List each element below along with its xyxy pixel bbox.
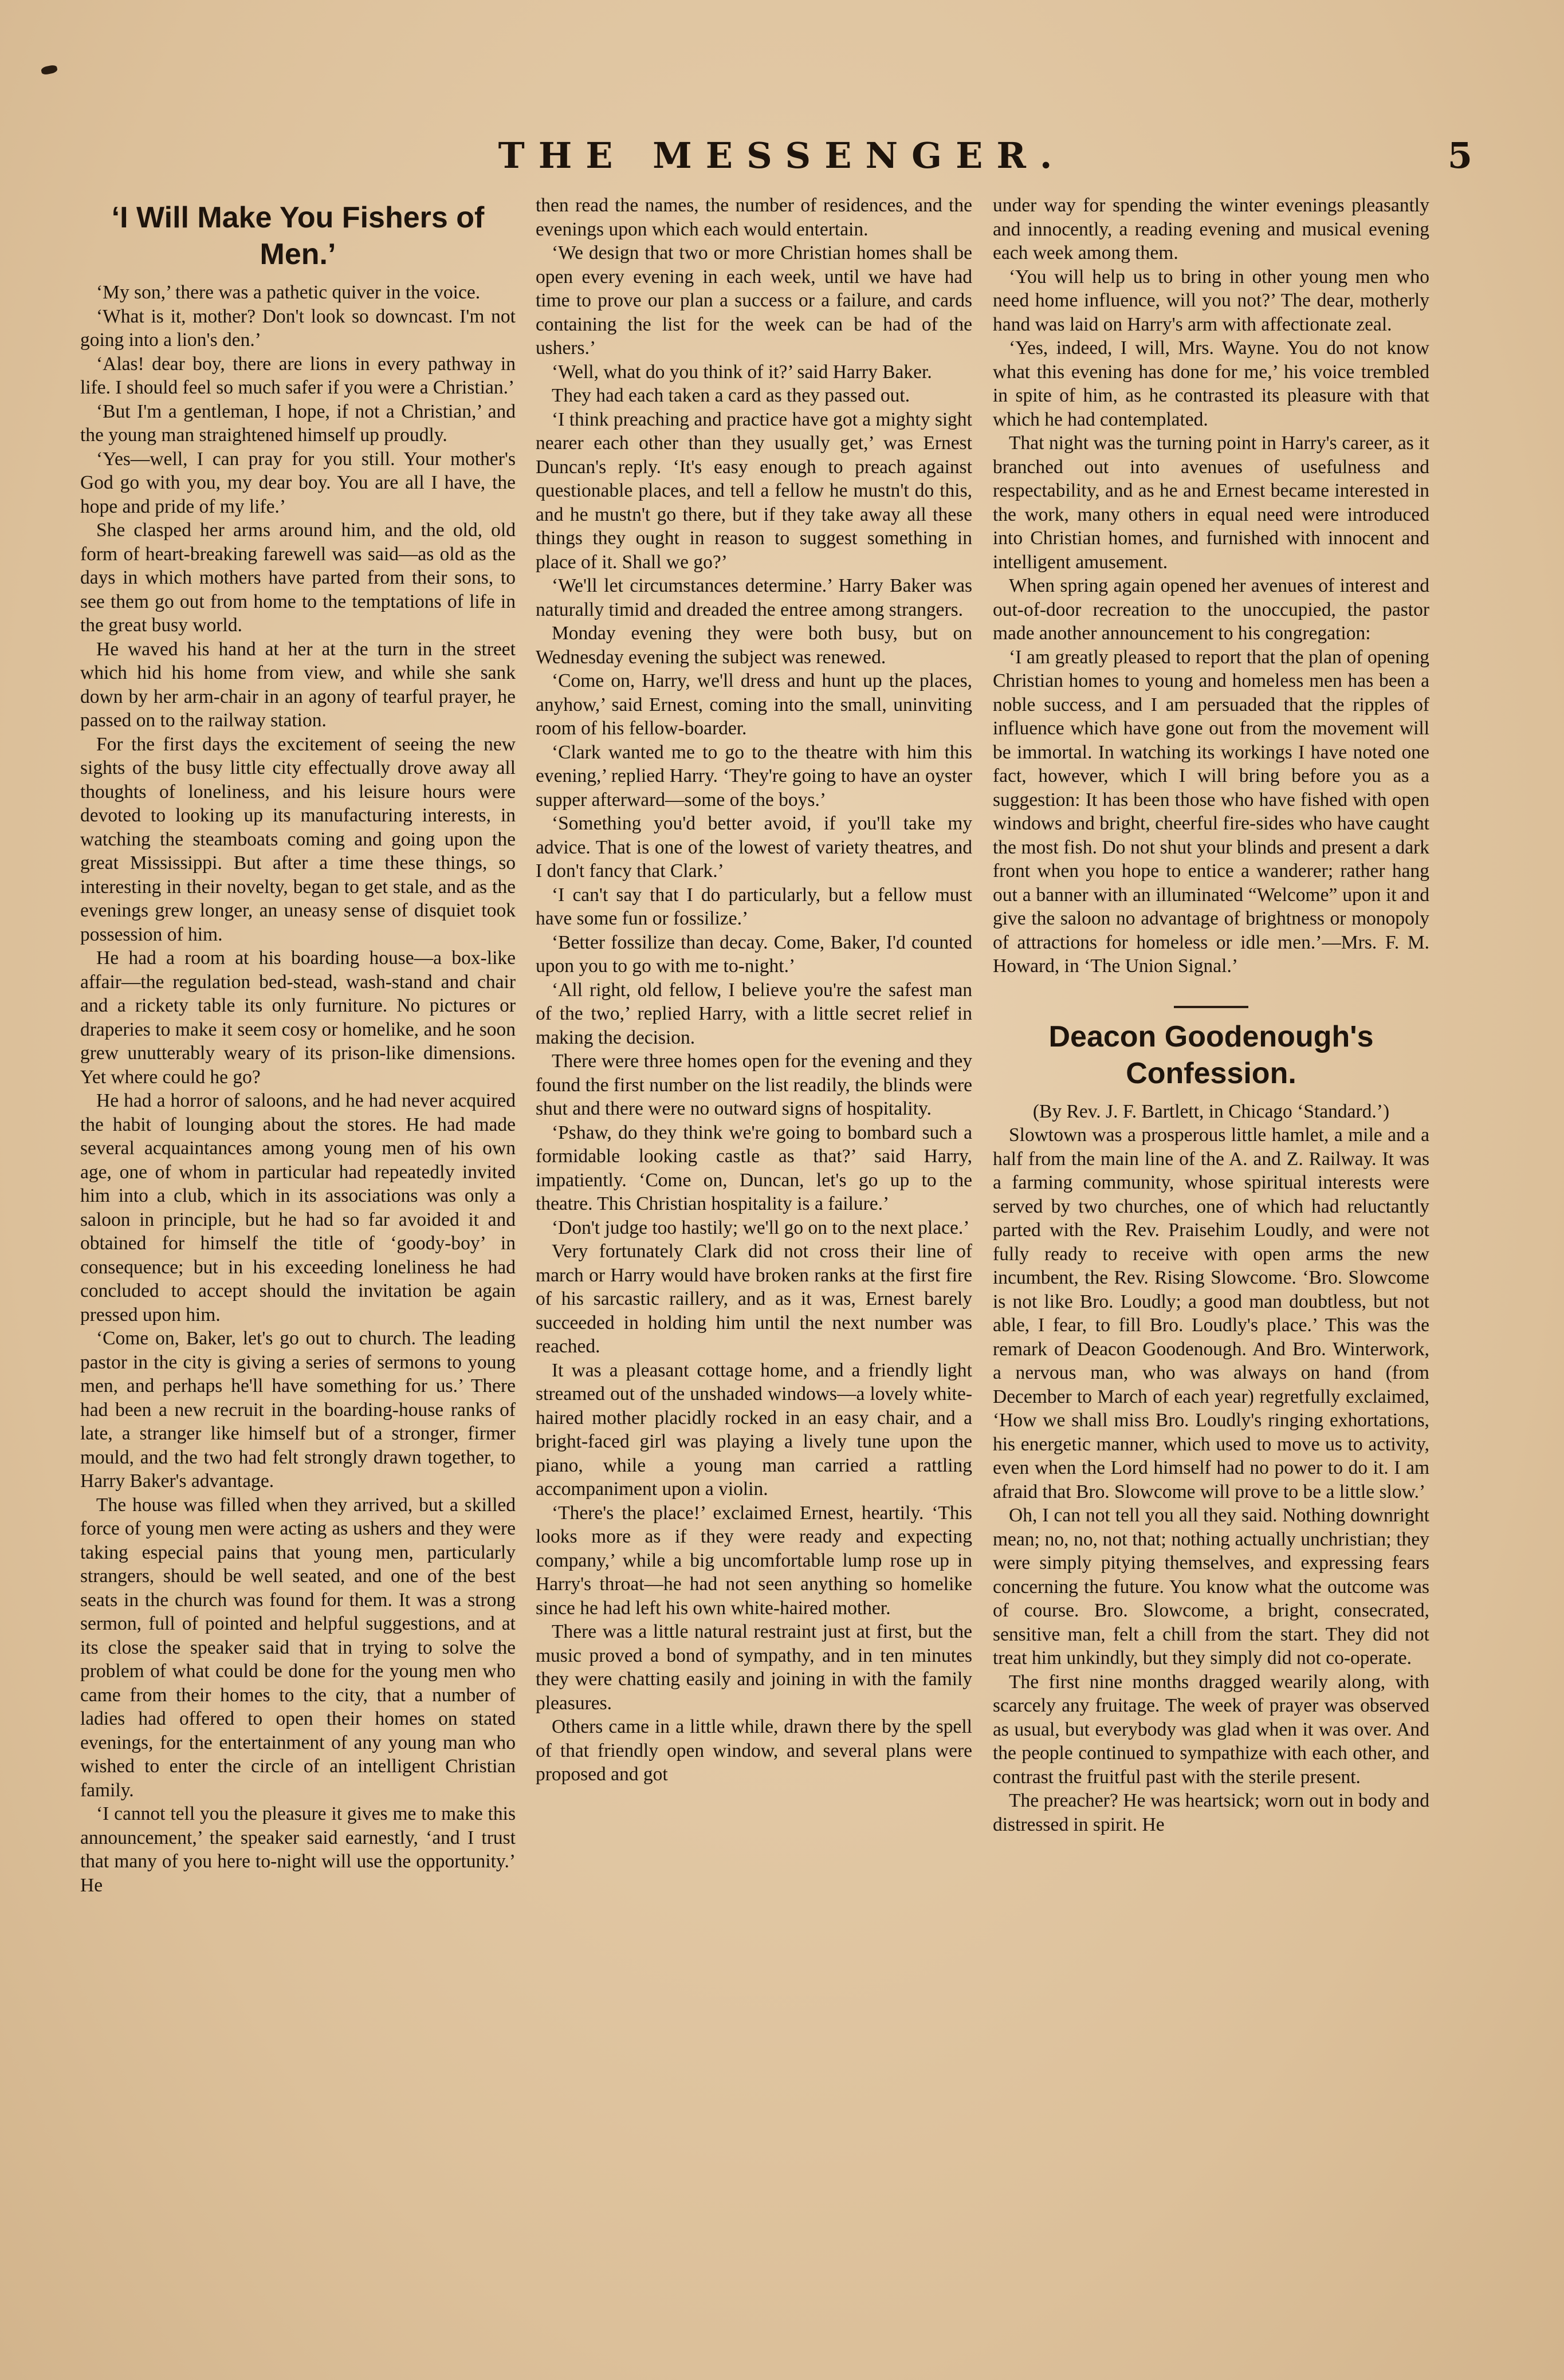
paragraph: ‘But I'm a gentleman, I hope, if not a Christian,’ and the young man straightened himself up proudly. — [80, 400, 516, 446]
paragraph: There were three homes open for the evening and they found the first number on the list readily, the blinds were shut and there were no outward signs of hospitality. — [536, 1051, 972, 1119]
paragraph: When spring again opened her avenues of interest and out-of-door recreation to the unoccupied, the pastor made another announcement to his congregation: — [993, 575, 1429, 644]
paragraph: ‘There's the place!’ exclaimed Ernest, heartily. ‘This looks more as if they were ready and expecting company,’ while a big uncomfortable lump rose up in Harry's throat—he had not seen anything so homelike since he had left his own white-haired mother. — [536, 1502, 972, 1619]
paragraph: ‘Well, what do you think of it?’ said Harry Baker. — [552, 361, 932, 383]
paragraph: ‘Alas! dear boy, there are lions in every pathway in life. I should feel so much safer if you were a Christian.’ — [80, 353, 516, 398]
paragraph: Oh, I can not tell you all they said. Nothing downright mean; no, no, not that; nothing actually unchristian; they were simply pitying themselves, and expressing fears concerning the future. You know what the outcome was of course. Bro. Slowcome, a bright, consecrated, sensitive man, felt a chill from the start. They did not treat him unkindly, but they simply did not co-operate. — [993, 1505, 1429, 1669]
paragraph: He had a horror of saloons, and he had never acquired the habit of lounging about the stores. He had made several acquaintances among young men of his own age, one of whom in particular had repeatedly invited him into a club, which in its associations was only a saloon in principle, but he had so far avoided it and obtained for himself the title of ‘goody-boy’ in consequence; but in his exceeding loneliness he had concluded to accept should the invitation be again pressed upon him. — [80, 1090, 516, 1325]
byline: (By Rev. J. F. Bartlett, in Chicago ‘Standard.’) — [1032, 1100, 1390, 1122]
paragraph: ‘Come on, Baker, let's go out to church. The leading pastor in the city is giving a series of sermons to young men, and perhaps he'll have something for us.’ There had been a new recruit in the boarding-house ranks of late, a stranger like himself but of a stronger, firmer mould, and the two had felt strongly drawn together, to Harry Baker's advantage. — [80, 1328, 516, 1492]
paragraph: The house was filled when they arrived, but a skilled force of young men were acting as ushers and they were taking especial pains that young men, particularly strangers, should be well seated, and one of the best seats in the church was found for them. It was a strong sermon, full of pointed and helpful suggestions, and at its close the speaker said that in trying to solve the problem of what could be done for the young men who came from their homes to the city, that a number of ladies had offered to open their homes on stated evenings, for the entertainment of any young man who wished to enter the circle of an intelligent Christian family. — [80, 1494, 516, 1801]
paragraph: They had each taken a card as they passed out. — [552, 385, 910, 406]
paragraph: ‘I cannot tell you the pleasure it gives me to make this announcement,’ the speaker said earnestly, ‘and I trust that many of you here to-night will use the opportunity.’ He — [80, 1803, 516, 1896]
paragraph: ‘Clark wanted me to go to the theatre with him this evening,’ replied Harry. ‘They're going to have an oyster supper afterward—some of the boys.’ — [536, 741, 972, 811]
paragraph: ‘I am greatly pleased to report that the plan of opening Christian homes to young and homeless men has been a noble success, and I am persuaded that the ripples of influence which have gone out from the movement will be immortal. In watching its workings I have noted one fact, however, which I will bring before you as a suggestion: It has been those who have fished with open windows and bright, cheerful fire-sides who have caught the most fish. Do not shut your blinds and present a dark front when you hope to entice a wanderer; rather hang out a banner with an illuminated “Welcome” upon it and give the saloon no advantage of brightness or monopoly of attractions for homeless or idle men.’—Mrs. F. M. Howard, in ‘The Union Signal.’ — [993, 646, 1429, 977]
paragraph: It was a pleasant cottage home, and a friendly light streamed out of the unshaded windows—a lovely white-haired mother placidly rocked in an easy chair, and a bright-faced girl was playing a lively tune upon the piano, while a young man carried a rattling accompaniment upon a violin. — [536, 1359, 972, 1500]
ink-blot — [41, 64, 58, 76]
section-divider — [1174, 1006, 1248, 1008]
paragraph: ‘Yes—well, I can pray for you still. Your mother's God go with you, my dear boy. You are all I have, the hope and pride of my life.’ — [80, 448, 516, 517]
paragraph: under way for spending the winter evenings pleasantly and innocently, a reading evening and musical evening each week among them. — [993, 195, 1429, 263]
paragraph: then read the names, the number of residences, and the evenings upon which each would entertain. — [536, 195, 972, 240]
paragraph: She clasped her arms around him, and the old, old form of heart-breaking farewell was said—as old as the days in which mothers have parted from their sons, to see them go out from home to the temptations of life in the great busy world. — [80, 520, 516, 636]
paragraph: That night was the turning point in Harry's career, as it branched out into avenues of usefulness and respectability, and as he and Ernest became interested in the work, many others in equal need were introduced into Christian homes, and furnished with innocent and intelligent amusement. — [993, 432, 1429, 573]
column-3 — [993, 194, 1429, 2347]
page-header — [80, 135, 1484, 186]
paragraph: Very fortunately Clark did not cross their line of march or Harry would have broken ranks at the first fire of his sarcastic raillery, and as it was, Ernest barely succeeded in holding him until the next number was reached. — [536, 1241, 972, 1357]
paragraph: ‘Pshaw, do they think we're going to bombard such a formidable looking castle as that?’ said Harry, impatiently. ‘Come on, Duncan, let's go up to the theatre. This Christian hospitality is a failure.’ — [536, 1122, 972, 1214]
article-title-deacon-goodenough: Deacon Goodenough's Confession. — [1048, 1020, 1374, 1090]
paragraph: ‘Better fossilize than decay. Come, Baker, I'd counted upon you to go with me to-night.’ — [536, 931, 972, 977]
masthead-title: THE MESSENGER. — [498, 135, 1066, 176]
paragraph: He had a room at his boarding house—a box-like affair—the regulation bed-stead, wash-stand and chair and a rickety table its only furniture. No pictures or draperies to make it seem cosy or homelike, and he soon grew unutterably weary of its prison-like dimensions. Yet where could he go? — [80, 947, 516, 1088]
paragraph: For the first days the excitement of seeing the new sights of the busy little city effectually drove away all thoughts of loneliness, and his leisure hours were devoted to looking up its manufacturing interests, in watching the steamboats coming and going upon the great Mississippi. But after a time these things, so interesting in their novelty, began to get stale, and as the evenings grew longer, an uneasy sense of disquiet took possession of him. — [80, 733, 516, 945]
paragraph: ‘We design that two or more Christian homes shall be open every evening in each week, until we have had time to prove our plan a success or a failure, and cards containing the list for the week can be had of the ushers.’ — [536, 242, 972, 359]
paragraph: The preacher? He was heartsick; worn out in body and distressed in spirit. He — [993, 1790, 1429, 1835]
paragraph: ‘I think preaching and practice have got a mighty sight nearer each other than they usually get,’ was Ernest Duncan's reply. ‘It's easy enough to preach against questionable places, and tell a fellow he mustn't do this, and he mustn't go there, but if they take away all these things they ought in reason to suggest something in place of it. Shall we go?’ — [536, 408, 972, 573]
paragraph: ‘We'll let circumstances determine.’ Harry Baker was naturally timid and dreaded the entree among strangers. — [536, 575, 972, 620]
paragraph: ‘I can't say that I do particularly, but a fellow must have some fun or fossilize.’ — [536, 884, 972, 929]
paragraph: Slowtown was a prosperous little hamlet, a mile and a half from the main line of the A. and Z. Railway. It was a farming community, whose spiritual interests were served by two churches, one of which had reluctantly parted with the Rev. Praisehim Loudly, and were not fully ready to receive with open arms the new incumbent, the Rev. Rising Slowcome. ‘Bro. Slowcome is not like Bro. Loudly; a good man doubtless, but not able, I fear, to fill Bro. Loudly's place.’ This was the remark of Deacon Goodenough. And Bro. Winterwork, a nervous man, who was always on hand (from December to March of each year) regretfully exclaimed, ‘How we shall miss Bro. Loudly's ringing exhortations, his energetic manner, which used to move us to activity, even when the Lord himself had no power to do it. I am afraid that Bro. Slowcome will prove to be a little slow.’ — [993, 1124, 1429, 1502]
paragraph: There was a little natural restraint just at first, but the music proved a bond of sympathy, and in ten minutes they were chatting easily and joining in with the family pleasures. — [536, 1621, 972, 1714]
paragraph: ‘My son,’ there was a pathetic quiver in the voice. — [96, 282, 481, 303]
article-title-fishers-of-men: ‘I Will Make You Fishers of Men.’ — [111, 201, 485, 271]
column-2 — [536, 194, 972, 2347]
paragraph: ‘Come on, Harry, we'll dress and hunt up the places, anyhow,’ said Ernest, coming into the small, uninviting room of his fellow-boarder. — [536, 670, 972, 739]
paragraph: He waved his hand at her at the turn in the street which hid his home from view, and while she sank down by her arm-chair in an agony of tearful prayer, he passed on to the railway station. — [80, 638, 516, 731]
paragraph: ‘You will help us to bring in other young men who need home influence, will you not?’ The dear, motherly hand was laid on Harry's arm with affectionate zeal. — [993, 266, 1429, 335]
paragraph: ‘Don't judge too hastily; we'll go on to the next place.’ — [552, 1217, 970, 1238]
paragraph: ‘What is it, mother? Don't look so downcast. I'm not going into a lion's den.’ — [80, 305, 516, 351]
page-number: 5 — [1447, 135, 1472, 176]
paragraph: ‘Something you'd better avoid, if you'll take my advice. That is one of the lowest of variety theatres, and I don't fancy that Clark.’ — [536, 813, 972, 882]
paragraph: ‘Yes, indeed, I will, Mrs. Wayne. You do not know what this evening has done for me,’ his voice trembled in spite of him, as he contrasted its pleasure with that which he had contemplated. — [993, 337, 1429, 430]
paragraph: Others came in a little while, drawn there by the spell of that friendly open window, and several plans were proposed and got — [536, 1716, 972, 1785]
column-1 — [80, 194, 516, 2347]
paragraph: ‘All right, old fellow, I believe you're the safest man of the two,’ replied Harry, with a little secret relief in making the decision. — [536, 979, 972, 1048]
paragraph: The first nine months dragged wearily along, with scarcely any fruitage. The week of prayer was observed as usual, but everybody was glad when it was over. And the people continued to sympathize with each other, and contrast the fruitful past with the sterile present. — [993, 1671, 1429, 1788]
paragraph: Monday evening they were both busy, but on Wednesday evening the subject was renewed. — [536, 623, 972, 668]
